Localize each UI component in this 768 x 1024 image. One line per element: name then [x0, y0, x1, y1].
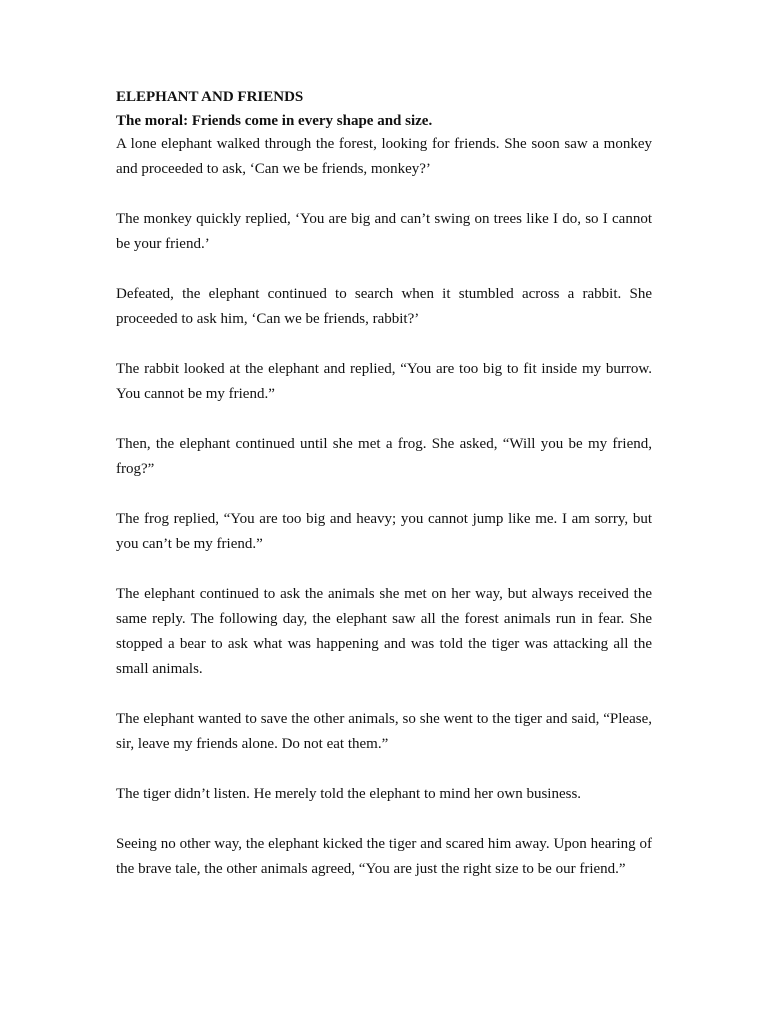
paragraph-6: The frog replied, “You are too big and heavy; you cannot jump like me. I am sorry, but you can’t be my friend.”	[116, 511, 652, 552]
document-body	[116, 86, 652, 882]
paragraph-4: The rabbit looked at the elephant and replied, “You are too big to fit inside my burrow. You cannot be my friend.”	[116, 361, 652, 402]
paragraph-8: The elephant wanted to save the other animals, so she went to the tiger and said, “Please, sir, leave my friends alone. Do not eat them.”	[116, 711, 652, 752]
paragraph-2: The monkey quickly replied, ‘You are big and can’t swing on trees like I do, so I cannot be your friend.’	[116, 211, 652, 252]
paragraph-9: The tiger didn’t listen. He merely told the elephant to mind her own business.	[116, 786, 582, 802]
paragraph-7: The elephant continued to ask the animals she met on her way, but always received the same reply. The following day, the elephant saw all the forest animals run in fear. She stopped a bear to ask what was happening and was told the tiger was attacking all the small animals.	[116, 586, 652, 677]
paragraph-5: Then, the elephant continued until she met a frog. She asked, “Will you be my friend, frog?”	[116, 436, 652, 477]
paragraph-1: A lone elephant walked through the forest, looking for friends. She soon saw a monkey and proceeded to ask, ‘Can we be friends, monkey?’	[116, 136, 652, 177]
document-title: ELEPHANT AND FRIENDS	[116, 89, 304, 105]
paragraph-10: Seeing no other way, the elephant kicked the tiger and scared him away. Upon hearing of the brave tale, the other animals agreed, “You are just the right size to be our friend.”	[116, 836, 652, 877]
moral-line: The moral: Friends come in every shape and size.	[116, 113, 433, 129]
paragraph-3: Defeated, the elephant continued to search when it stumbled across a rabbit. She proceeded to ask him, ‘Can we be friends, rabbit?’	[116, 286, 652, 327]
